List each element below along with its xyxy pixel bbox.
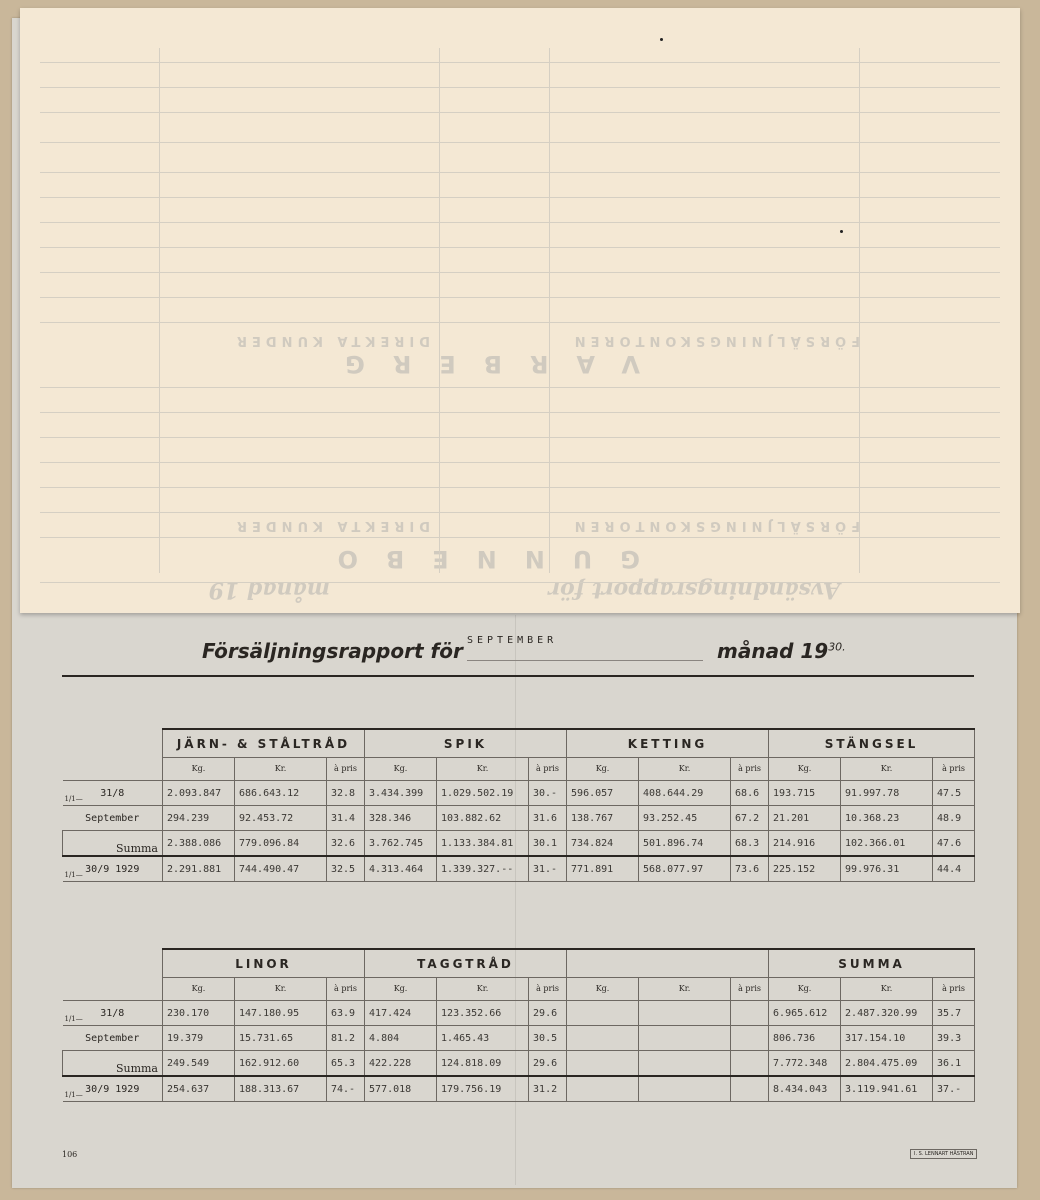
group-header: KETTING	[567, 729, 769, 758]
table-cell: 734.824	[567, 831, 639, 857]
row-label	[63, 781, 163, 806]
table-cell: 31.4	[327, 806, 365, 831]
table-cell: 8.434.043	[769, 1076, 841, 1102]
row-label-text: 31/8	[100, 787, 125, 799]
table-cell: 4.313.464	[365, 856, 437, 882]
table-cell: 37.-	[933, 1076, 975, 1102]
row-label-text: September	[85, 812, 140, 824]
table-cell	[731, 1076, 769, 1102]
row-label-text: Summa	[115, 1062, 158, 1075]
subheader-a-pris: à pris	[529, 978, 567, 1001]
table-cell: 806.736	[769, 1026, 841, 1051]
table-cell: 2.291.881	[163, 856, 235, 882]
table-cell: 3.762.745	[365, 831, 437, 857]
table-cell: 577.018	[365, 1076, 437, 1102]
table-cell: 230.170	[163, 1001, 235, 1026]
table-cell: 29.6	[529, 1001, 567, 1026]
table-cell: 596.057	[567, 781, 639, 806]
table-cell: 2.804.475.09	[841, 1051, 933, 1077]
table-cell: 193.715	[769, 781, 841, 806]
table-cell	[731, 1001, 769, 1026]
table-cell: 91.997.78	[841, 781, 933, 806]
group-header: SPIK	[365, 729, 567, 758]
table-cell: 686.643.12	[235, 781, 327, 806]
table-cell: 99.976.31	[841, 856, 933, 882]
group-header: STÄNGSEL	[769, 729, 975, 758]
table-cell: 103.882.62	[437, 806, 529, 831]
table-row	[63, 781, 975, 806]
subheader-a-pris: à pris	[933, 978, 975, 1001]
table-cell: 30.1	[529, 831, 567, 857]
row-label	[63, 856, 163, 882]
table-cell: 7.772.348	[769, 1051, 841, 1077]
corner-cell	[63, 729, 163, 781]
table-cell: 162.912.60	[235, 1051, 327, 1077]
table-cell	[731, 1051, 769, 1077]
report-heading	[62, 635, 974, 675]
subheader-kg: Kg.	[769, 978, 841, 1001]
subheader-a-pris: à pris	[731, 978, 769, 1001]
group-header: TAGGTRÅD	[365, 949, 567, 978]
row-label-text: 30/9 1929	[85, 1083, 140, 1095]
table-cell: 31.6	[529, 806, 567, 831]
table-cell: 15.731.65	[235, 1026, 327, 1051]
table-cell: 779.096.84	[235, 831, 327, 857]
table-cell: 1.133.384.81	[437, 831, 529, 857]
table-cell: 225.152	[769, 856, 841, 882]
subheader-kr: Kr.	[841, 978, 933, 1001]
ghost-section-kontoren-2: FÖRSÄLJNINGSKONTOREN	[569, 333, 860, 348]
table-row	[63, 1001, 975, 1026]
table-cell: 2.388.086	[163, 831, 235, 857]
table-cell: 92.453.72	[235, 806, 327, 831]
table-row	[63, 806, 975, 831]
corner-cell	[63, 949, 163, 1001]
table-cell: 74.-	[327, 1076, 365, 1102]
row-label	[63, 1051, 163, 1077]
subheader-kr: Kr.	[841, 758, 933, 781]
table-cell: 44.4	[933, 856, 975, 882]
table-cell: 31.2	[529, 1076, 567, 1102]
table-cell: 501.896.74	[639, 831, 731, 857]
bleed-through-print	[20, 8, 1020, 613]
overlay-sheet	[20, 8, 1020, 613]
table-cell: 47.5	[933, 781, 975, 806]
table-cell	[639, 1001, 731, 1026]
sales-table-1	[62, 728, 975, 882]
table-cell: 1.029.502.19	[437, 781, 529, 806]
table-cell: 19.379	[163, 1026, 235, 1051]
table-cell: 123.352.66	[437, 1001, 529, 1026]
table-cell: 4.804	[365, 1026, 437, 1051]
subheader-kr: Kr.	[437, 758, 529, 781]
subheader-kr: Kr.	[639, 978, 731, 1001]
table-cell: 30.-	[529, 781, 567, 806]
table-cell: 36.1	[933, 1051, 975, 1077]
table-cell: 771.891	[567, 856, 639, 882]
table-cell	[731, 1026, 769, 1051]
row-label	[63, 1026, 163, 1051]
table-cell: 147.180.95	[235, 1001, 327, 1026]
subheader-kg: Kg.	[769, 758, 841, 781]
subheader-kg: Kg.	[365, 758, 437, 781]
heading-rule	[62, 675, 974, 677]
table-row	[63, 1051, 975, 1077]
subheader-a-pris: à pris	[731, 758, 769, 781]
table-cell: 1.465.43	[437, 1026, 529, 1051]
table-cell: 2.487.320.99	[841, 1001, 933, 1026]
table-cell: 30.5	[529, 1026, 567, 1051]
table-cell: 68.3	[731, 831, 769, 857]
table-cell: 2.093.847	[163, 781, 235, 806]
ghost-company-varberg: VARBERG	[317, 350, 640, 378]
table-cell: 32.8	[327, 781, 365, 806]
table-cell: 328.346	[365, 806, 437, 831]
sales-table-2	[62, 948, 975, 1102]
table-cell: 102.366.01	[841, 831, 933, 857]
group-header: SUMMA	[769, 949, 975, 978]
table-cell: 39.3	[933, 1026, 975, 1051]
printer-mark: I. S. LENNART HÄSTRAN	[910, 1149, 977, 1159]
ghost-section-kunder: DIREKTA KUNDER	[231, 518, 430, 533]
ghost-section-kunder-2: DIREKTA KUNDER	[231, 333, 430, 348]
table-cell: 214.916	[769, 831, 841, 857]
table-cell: 408.644.29	[639, 781, 731, 806]
table-cell: 179.756.19	[437, 1076, 529, 1102]
subheader-kr: Kr.	[235, 978, 327, 1001]
subheader-kg: Kg.	[163, 978, 235, 1001]
table-cell: 48.9	[933, 806, 975, 831]
table-cell: 81.2	[327, 1026, 365, 1051]
subheader-kr: Kr.	[437, 978, 529, 1001]
table-cell: 317.154.10	[841, 1026, 933, 1051]
heading-month-field: SEPTEMBER	[467, 635, 703, 661]
table-cell: 63.9	[327, 1001, 365, 1026]
row-prefix: 1/1—	[64, 795, 83, 803]
table-row	[63, 1076, 975, 1102]
subheader-kg: Kg.	[567, 758, 639, 781]
row-label	[63, 1001, 163, 1026]
table-cell: 67.2	[731, 806, 769, 831]
row-label-text: 31/8	[100, 1007, 125, 1019]
row-prefix: 1/1—	[64, 1015, 83, 1023]
subheader-kg: Kg.	[163, 758, 235, 781]
table-cell: 73.6	[731, 856, 769, 882]
table-cell: 65.3	[327, 1051, 365, 1077]
table-cell	[567, 1026, 639, 1051]
table-cell: 29.6	[529, 1051, 567, 1077]
row-label	[63, 806, 163, 831]
table-cell: 254.637	[163, 1076, 235, 1102]
table-cell: 21.201	[769, 806, 841, 831]
group-header	[567, 949, 769, 978]
table-cell: 3.434.399	[365, 781, 437, 806]
ghost-company-gunnebo: GUNNEBO	[309, 545, 640, 573]
row-prefix: 1/1—	[64, 1091, 83, 1099]
group-header: LINOR	[163, 949, 365, 978]
table-cell: 31.-	[529, 856, 567, 882]
table-row	[63, 831, 975, 857]
subheader-a-pris: à pris	[933, 758, 975, 781]
row-label	[63, 1076, 163, 1102]
table-cell: 10.368.23	[841, 806, 933, 831]
table-cell: 249.549	[163, 1051, 235, 1077]
row-label-text: 30/9 1929	[85, 863, 140, 875]
subheader-a-pris: à pris	[327, 978, 365, 1001]
row-label-text: September	[85, 1032, 140, 1044]
table-cell	[567, 1001, 639, 1026]
subheader-a-pris: à pris	[327, 758, 365, 781]
table-cell: 124.818.09	[437, 1051, 529, 1077]
table-cell: 6.965.612	[769, 1001, 841, 1026]
subheader-kr: Kr.	[235, 758, 327, 781]
group-header: JÄRN- & STÅLTRÅD	[163, 729, 365, 758]
page-number: 106	[62, 1150, 78, 1159]
table-cell: 68.6	[731, 781, 769, 806]
ghost-heading-month: månad 19	[208, 577, 330, 603]
table-cell	[639, 1051, 731, 1077]
table-cell: 35.7	[933, 1001, 975, 1026]
subheader-kr: Kr.	[639, 758, 731, 781]
table-row	[63, 856, 975, 882]
row-label-text: Summa	[115, 842, 158, 855]
table-cell: 744.490.47	[235, 856, 327, 882]
table-cell	[639, 1026, 731, 1051]
table-cell	[567, 1076, 639, 1102]
table-cell: 188.313.67	[235, 1076, 327, 1102]
table-cell: 138.767	[567, 806, 639, 831]
table-cell	[567, 1051, 639, 1077]
ghost-heading: Avsändningsrapport för	[548, 577, 840, 603]
ghost-section-kontoren: FÖRSÄLJNINGSKONTOREN	[569, 518, 860, 533]
subheader-kg: Kg.	[365, 978, 437, 1001]
table-cell: 422.228	[365, 1051, 437, 1077]
table-cell: 32.6	[327, 831, 365, 857]
row-prefix: 1/1—	[64, 871, 83, 879]
heading-title: Försäljningsrapport för	[202, 639, 463, 663]
heading-year: månad $19^{30.}$	[717, 639, 846, 663]
table-cell: 568.077.97	[639, 856, 731, 882]
table-cell: 1.339.327.--	[437, 856, 529, 882]
table-cell: 3.119.941.61	[841, 1076, 933, 1102]
table-cell: 294.239	[163, 806, 235, 831]
table-cell	[639, 1076, 731, 1102]
table-row	[63, 1026, 975, 1051]
subheader-kg: Kg.	[567, 978, 639, 1001]
table-cell: 417.424	[365, 1001, 437, 1026]
subheader-a-pris: à pris	[529, 758, 567, 781]
table-cell: 47.6	[933, 831, 975, 857]
row-label	[63, 831, 163, 857]
table-cell: 93.252.45	[639, 806, 731, 831]
table-cell: 32.5	[327, 856, 365, 882]
